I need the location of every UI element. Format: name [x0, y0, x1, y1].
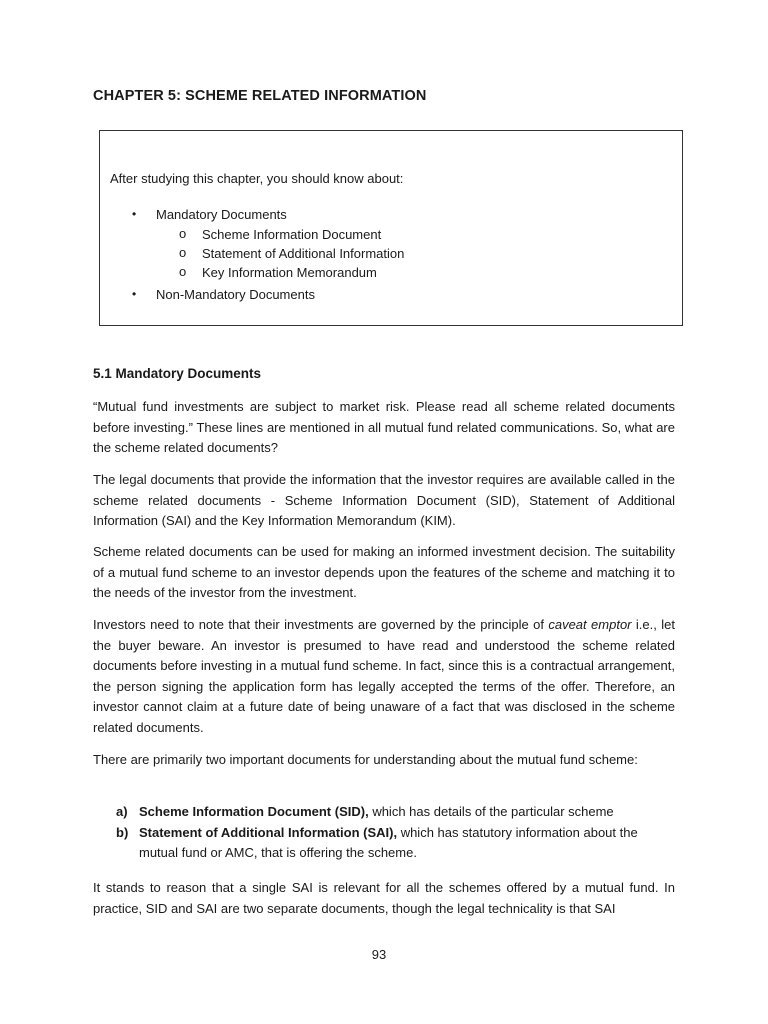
objective-label: Mandatory Documents — [156, 207, 287, 222]
paragraph-text: i.e., let the buyer beware. An investor is presumed to have read and understood the scheme related documents before investing in a mutual fund scheme. In fact, since this is a contractual arrangement, the person signing the application form has legally accepted the terms of the offer. Therefore, an investor cannot claim at a future date of being unaware of a fact that was disclosed in the scheme related documents. — [93, 617, 675, 735]
objective-label: Non-Mandatory Documents — [156, 287, 315, 302]
list-marker: b) — [116, 824, 129, 840]
list-item-text: which has statutory information about the mutual fund or AMC, that is offering the scheme. — [139, 824, 638, 860]
objectives-intro: After studying this chapter, you should know about: — [110, 171, 404, 186]
paragraph: The legal documents that provide the information that the investor requires are available called in the scheme related documents - Scheme Information Document (SID), Statement of Additional Information (SAI) and the Key Information Memorandum (KIM). — [93, 472, 675, 528]
circle-bullet-icon: o — [179, 245, 187, 260]
section-heading: 5.1 Mandatory Documents — [93, 366, 262, 381]
list-item — [116, 802, 676, 823]
paragraph-text: Investors need to note that their investments are governed by the principle of — [93, 617, 549, 632]
bullet-icon: • — [132, 287, 137, 301]
list-item — [116, 823, 676, 864]
list-item-title: Statement of Additional Information (SAI), — [139, 824, 398, 840]
paragraph: It stands to reason that a single SAI is relevant for all the schemes offered by a mutual fund. In practice, SID and SAI are two separate documents, though the legal technicality is that SAI — [93, 880, 675, 916]
chapter-title: CHAPTER 5: SCHEME RELATED INFORMATION — [93, 88, 427, 104]
bullet-icon: • — [132, 207, 137, 221]
objective-item — [132, 207, 287, 222]
paragraph — [93, 615, 675, 738]
objective-label: Key Information Memorandum — [202, 265, 377, 280]
paragraph: Scheme related documents can be used for making an informed investment decision. The suitability of a mutual fund scheme to an investor depends upon the features of the scheme and matching it to the needs of the investor from the investment. — [93, 544, 675, 600]
list-marker: a) — [116, 804, 128, 819]
circle-bullet-icon: o — [179, 264, 187, 279]
paragraph: “Mutual fund investments are subject to market risk. Please read all scheme related documents before investing.” These lines are mentioned in all mutual fund related communications. So, what are the scheme related documents? — [93, 399, 675, 455]
list-item-text: which has details of the particular scheme — [368, 804, 614, 819]
objective-label: Scheme Information Document — [202, 227, 382, 242]
objective-subitem — [179, 245, 405, 261]
paragraph: There are primarily two important documents for understanding about the mutual fund scheme: — [93, 752, 638, 767]
objective-label: Statement of Additional Information — [202, 246, 405, 261]
document-list — [116, 802, 676, 864]
objective-subitem — [179, 264, 377, 280]
page-number: 93 — [371, 947, 387, 962]
learning-objectives-box — [99, 130, 683, 326]
italic-term: caveat emptor — [548, 617, 632, 632]
objective-item — [132, 287, 315, 302]
list-item-title: Scheme Information Document (SID), — [139, 804, 369, 819]
objective-subitem — [179, 226, 382, 242]
circle-bullet-icon: o — [179, 226, 187, 241]
